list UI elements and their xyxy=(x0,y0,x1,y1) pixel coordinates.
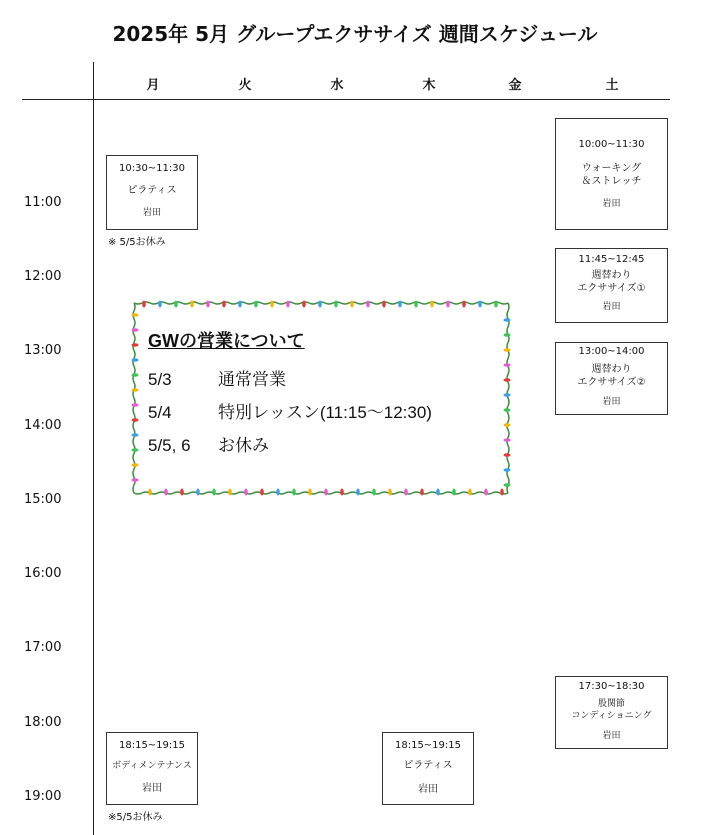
light-bulb xyxy=(164,489,168,496)
light-bulb xyxy=(504,408,511,412)
time-label: 16:00 xyxy=(24,566,62,581)
light-bulb xyxy=(404,489,408,496)
class-instructor: 岩田 xyxy=(142,208,161,218)
time-label: 12:00 xyxy=(24,269,62,284)
class-name: 週替わり エクササイズ② xyxy=(577,364,646,388)
class-time: 13:00~14:00 xyxy=(578,346,645,357)
light-bulb xyxy=(500,489,504,496)
time-label: 13:00 xyxy=(24,343,62,358)
class-card-sat-hip[interactable] xyxy=(555,676,668,749)
light-bulb xyxy=(260,489,264,496)
class-card-sat-walking[interactable] xyxy=(555,118,668,230)
light-bulb xyxy=(132,403,139,407)
class-time: 18:15~19:15 xyxy=(394,740,461,751)
light-bulb xyxy=(238,301,242,308)
class-instructor: 岩田 xyxy=(602,199,621,209)
light-bulb xyxy=(132,328,139,332)
light-bulb xyxy=(292,489,296,496)
light-bulb xyxy=(270,301,274,308)
light-bulb xyxy=(132,388,139,392)
notice-date: 5/3 xyxy=(148,370,172,389)
light-bulb xyxy=(504,453,511,457)
light-bulb xyxy=(504,363,511,367)
light-bulb xyxy=(158,301,162,308)
light-bulb xyxy=(180,489,184,496)
header-divider xyxy=(22,99,670,100)
light-bulb xyxy=(286,301,290,308)
light-bulb xyxy=(324,489,328,496)
class-instructor: 岩田 xyxy=(602,731,621,741)
light-bulb xyxy=(504,468,511,472)
class-instructor: 岩田 xyxy=(142,783,162,794)
class-name: ボディメンテナンス xyxy=(112,761,192,771)
class-card-mon-body[interactable] xyxy=(106,732,198,805)
light-bulb xyxy=(446,301,450,308)
light-bulb xyxy=(366,301,370,308)
light-bulb xyxy=(132,418,139,422)
class-instructor: 岩田 xyxy=(418,784,438,795)
light-bulb xyxy=(504,318,511,322)
light-bulb xyxy=(148,489,152,496)
light-bulb xyxy=(132,373,139,377)
time-label: 19:00 xyxy=(24,789,62,804)
light-bulb xyxy=(436,489,440,496)
light-bulb xyxy=(132,433,139,437)
light-bulb xyxy=(132,358,139,362)
light-bulb xyxy=(420,489,424,496)
light-bulb xyxy=(504,333,511,337)
notice-row xyxy=(148,396,432,429)
notice-heading: GWの営業について xyxy=(148,331,305,351)
time-label: 17:00 xyxy=(24,640,62,655)
light-bulb xyxy=(132,478,139,482)
notice-text: 通常営業 xyxy=(218,370,286,389)
class-note: ※ 5/5お休み xyxy=(108,237,166,248)
notice-row xyxy=(148,429,432,462)
notice-text: 特別レッスン(11:15〜12:30) xyxy=(218,403,432,422)
light-bulb xyxy=(398,301,402,308)
light-bulb xyxy=(276,489,280,496)
light-bulb xyxy=(504,393,511,397)
light-bulb xyxy=(504,423,511,427)
light-bulb xyxy=(504,483,511,487)
light-bulb xyxy=(478,301,482,308)
time-label: 15:00 xyxy=(24,492,62,507)
light-bulb xyxy=(372,489,376,496)
notice-row xyxy=(148,363,432,396)
light-bulb xyxy=(132,313,139,317)
gw-notice xyxy=(130,299,512,497)
light-bulb xyxy=(494,301,498,308)
light-wire xyxy=(134,492,508,494)
light-bulb xyxy=(212,489,216,496)
day-header-wed: 水 xyxy=(330,78,344,93)
light-bulb xyxy=(350,301,354,308)
notice-date: 5/5, 6 xyxy=(148,436,191,455)
light-bulb xyxy=(504,438,511,442)
time-label: 18:00 xyxy=(24,715,62,730)
day-header-mon: 月 xyxy=(146,78,160,93)
light-bulb xyxy=(504,378,511,382)
day-header-sat: 土 xyxy=(605,78,619,93)
class-time: 17:30~18:30 xyxy=(578,681,645,692)
light-bulb xyxy=(222,301,226,308)
class-time: 18:15~19:15 xyxy=(118,740,185,751)
light-bulb xyxy=(132,343,139,347)
class-card-thu-pilates[interactable] xyxy=(382,732,474,805)
light-bulb xyxy=(318,301,322,308)
light-bulb xyxy=(334,301,338,308)
class-time: 10:30~11:30 xyxy=(118,163,185,174)
light-bulb xyxy=(430,301,434,308)
light-bulb xyxy=(382,301,386,308)
light-bulb xyxy=(132,463,139,467)
light-bulb xyxy=(452,489,456,496)
class-name: 週替わり エクササイズ① xyxy=(577,270,646,294)
light-bulb xyxy=(462,301,466,308)
day-header-thu: 木 xyxy=(422,78,436,93)
class-time: 11:45~12:45 xyxy=(578,254,645,265)
day-header-tue: 火 xyxy=(238,78,252,93)
light-bulb xyxy=(196,489,200,496)
class-card-mon-pilates[interactable] xyxy=(106,155,198,230)
time-label: 11:00 xyxy=(24,195,62,210)
page-title: 2025年 5月 グループエクササイズ 週間スケジュール xyxy=(112,22,598,46)
class-name: ピラティス xyxy=(403,760,453,771)
class-name: 股関節 コンディショニング xyxy=(571,699,652,721)
class-instructor: 岩田 xyxy=(602,397,621,407)
light-bulb xyxy=(356,489,360,496)
time-label: 14:00 xyxy=(24,418,62,433)
light-bulb xyxy=(132,448,139,452)
light-bulb xyxy=(414,301,418,308)
class-name: ウォーキング ＆ストレッチ xyxy=(581,163,642,187)
light-bulb xyxy=(190,301,194,308)
light-bulb xyxy=(254,301,258,308)
class-card-sat-exercise-2[interactable] xyxy=(555,342,668,415)
class-instructor: 岩田 xyxy=(602,302,621,312)
light-bulb xyxy=(308,489,312,496)
day-header-fri: 金 xyxy=(508,78,522,93)
notice-text: お休み xyxy=(218,436,269,455)
light-bulb xyxy=(504,348,511,352)
light-bulb xyxy=(468,489,472,496)
light-bulb xyxy=(340,489,344,496)
class-name: ピラティス xyxy=(127,185,177,196)
light-bulb xyxy=(302,301,306,308)
class-card-sat-exercise-1[interactable] xyxy=(555,248,668,323)
light-bulb xyxy=(228,489,232,496)
light-bulb xyxy=(142,301,146,308)
class-note: ※5/5お休み xyxy=(108,812,163,823)
time-axis-divider xyxy=(93,62,94,835)
light-bulb xyxy=(484,489,488,496)
light-bulb xyxy=(174,301,178,308)
light-bulb xyxy=(244,489,248,496)
light-bulb xyxy=(206,301,210,308)
notice-date: 5/4 xyxy=(148,403,172,422)
class-time: 10:00~11:30 xyxy=(578,139,645,150)
light-bulb xyxy=(388,489,392,496)
light-wire xyxy=(507,303,509,493)
